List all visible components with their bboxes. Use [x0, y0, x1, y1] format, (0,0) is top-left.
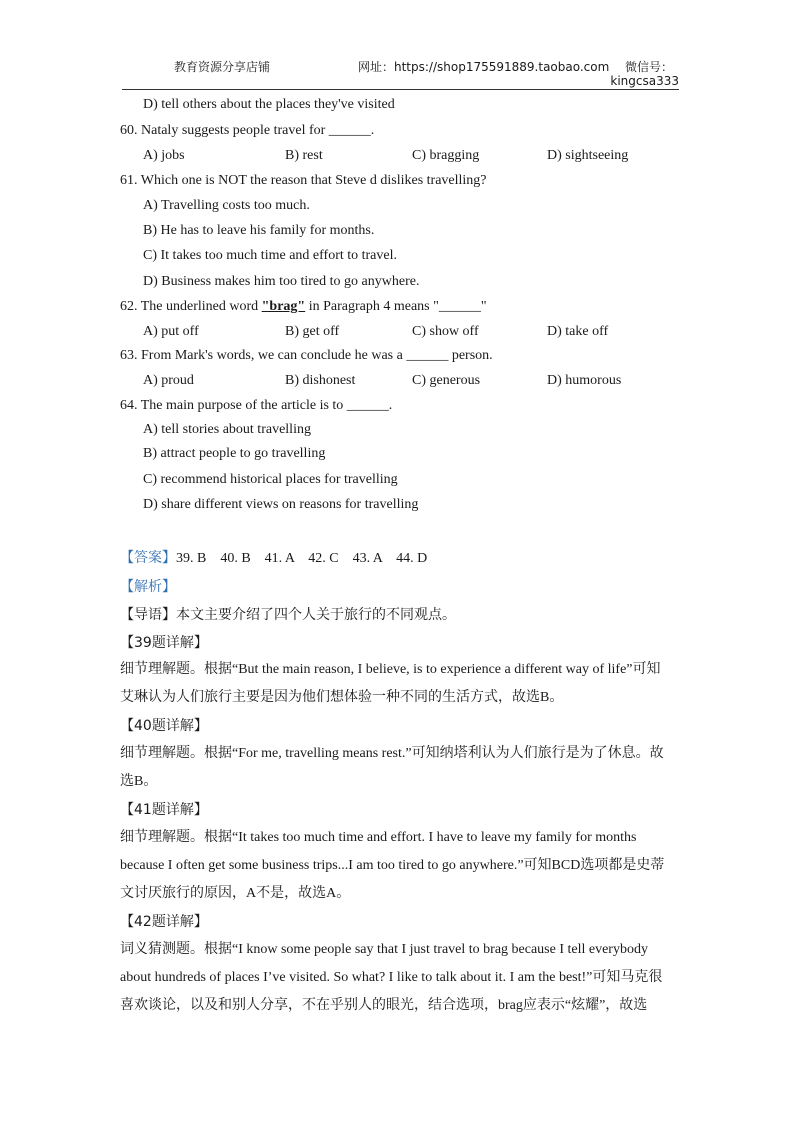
q63-option-c: C) generous — [412, 373, 481, 388]
q63-option-b: B) dishonest — [285, 373, 356, 388]
q60-stem: 60. Nataly suggests people travel for ______. — [120, 123, 375, 138]
header-wechat-label: 微信号： — [624, 60, 673, 74]
q62-stem — [120, 298, 487, 316]
q60-option-c: C) bragging — [412, 148, 480, 163]
q60-option-d: D) sightseeing — [547, 148, 629, 163]
q39-explanation-line-1: 细节理解题。根据“But the main reason, I believe, is to experience a different way of life”可知 — [120, 662, 661, 677]
page-header — [122, 54, 679, 90]
q61-option-a: A) Travelling costs too much. — [143, 198, 310, 213]
q41-explanation-line-3: 文讨厌旅行的原因，A不是，故选A。 — [120, 886, 351, 901]
guide-intro: 【导语】本文主要介绍了四个人关于旅行的不同观点。 — [120, 607, 456, 623]
q61-option-b: B) He has to leave his family for months. — [143, 223, 375, 238]
q39-heading: 【39题详解】 — [120, 635, 208, 651]
q42-explanation-line-1: 词义猜测题。根据“I know some people say that I just travel to brag because I tell everybody — [120, 942, 648, 957]
q41-heading: 【41题详解】 — [120, 802, 208, 818]
q40-explanation-line-1: 细节理解题。根据“For me, travelling means rest.”可知纳塔利认为人们旅行是为了休息。故 — [120, 746, 664, 761]
q60-option-a: A) jobs — [143, 148, 185, 163]
q42-heading: 【42题详解】 — [120, 914, 208, 930]
q59-option-d: D) tell others about the places they've visited — [143, 97, 395, 112]
q64-option-b: B) attract people to go travelling — [143, 446, 326, 461]
q62-stem-suffix: in Paragraph 4 means "______" — [305, 299, 487, 314]
q42-explanation-line-2: about hundreds of places I’ve visited. So what? I like to talk about it. I am the best!”可知马克很 — [120, 970, 663, 985]
q40-explanation-line-2: 选B。 — [120, 774, 158, 789]
q39-explanation-line-2: 艾琳认为人们旅行主要是因为他们想体验一种不同的生活方式，故选B。 — [120, 690, 564, 705]
q60-option-b: B) rest — [285, 148, 323, 163]
q63-option-a: A) proud — [143, 373, 194, 388]
q62-option-a: A) put off — [143, 324, 199, 339]
q61-stem: 61. Which one is NOT the reason that Steve d dislikes travelling? — [120, 173, 487, 188]
answer-text: 39. B 40. B 41. A 42. C 43. A 44. D — [176, 551, 428, 566]
answer-line — [120, 549, 427, 568]
q64-option-c: C) recommend historical places for travelling — [143, 472, 398, 487]
header-divider — [122, 89, 679, 90]
header-url: 网址：https://shop175591889.taobao.com — [358, 60, 610, 74]
q62-option-b: B) get off — [285, 324, 340, 339]
q63-option-d: D) humorous — [547, 373, 622, 388]
q64-stem: 64. The main purpose of the article is to ______. — [120, 398, 393, 413]
q62-underlined-word: "brag" — [261, 299, 306, 314]
header-shop-name: 教育资源分享店铺 — [174, 60, 271, 74]
header-wechat-id: kingcsa333 — [610, 74, 679, 88]
q61-option-d: D) Business makes him too tired to go anywhere. — [143, 274, 420, 289]
answer-label: 【答案】 — [120, 550, 176, 566]
q41-explanation-line-2: because I often get some business trips...I am too tired to go anywhere.”可知BCD选项都是史蒂 — [120, 858, 665, 873]
q64-option-d: D) share different views on reasons for travelling — [143, 497, 419, 512]
q62-stem-prefix: 62. The underlined word — [120, 299, 262, 314]
q42-explanation-line-3: 喜欢谈论，以及和别人分享，不在乎别人的眼光，结合选项，brag应表示“炫耀”，故选 — [120, 998, 648, 1013]
q61-option-c: C) It takes too much time and effort to travel. — [143, 248, 398, 263]
q64-option-a: A) tell stories about travelling — [143, 422, 311, 437]
q63-stem: 63. From Mark's words, we can conclude he was a ______ person. — [120, 348, 493, 363]
q62-option-d: D) take off — [547, 324, 609, 339]
q41-explanation-line-1: 细节理解题。根据“It takes too much time and effort. I have to leave my family for months — [120, 830, 637, 845]
q40-heading: 【40题详解】 — [120, 718, 208, 734]
analysis-label: 【解析】 — [120, 579, 176, 595]
q62-option-c: C) show off — [412, 324, 479, 339]
